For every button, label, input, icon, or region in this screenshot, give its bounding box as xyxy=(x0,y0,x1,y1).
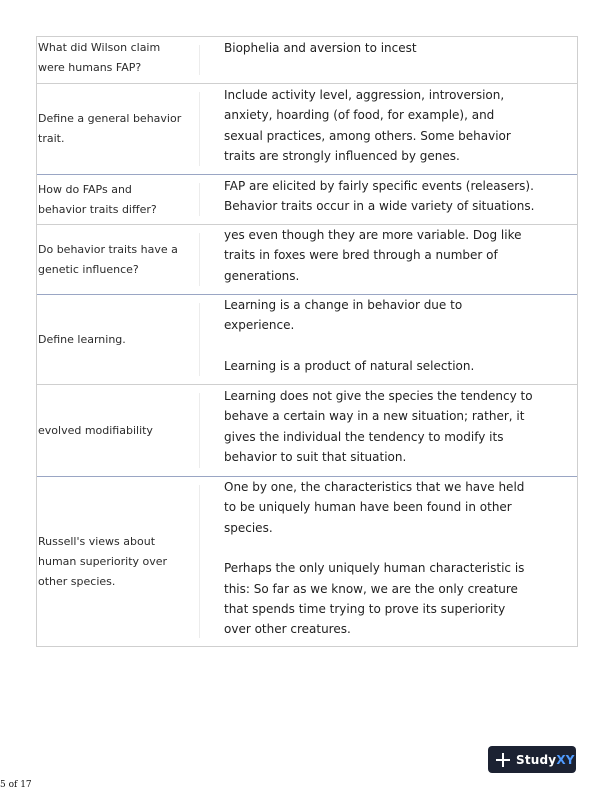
flashcard-definition xyxy=(200,175,577,224)
definition-text: One by one, the characteristics that we have held to be uniquely human have been found in other species. xyxy=(224,480,525,535)
term-text: Russell's views about human superiority over other species. xyxy=(38,534,168,588)
flashcard-term xyxy=(37,84,199,174)
flashcard-definition xyxy=(200,225,577,294)
logo-text-main: Study xyxy=(516,752,557,767)
term-text: What did Wilson claim were humans FAP? xyxy=(38,41,161,74)
flashcard-term xyxy=(37,477,199,646)
logo-text-accent: XY xyxy=(556,752,575,767)
flashcard-row xyxy=(37,83,577,174)
definition-text: Perhaps the only uniquely human characteristic is this: So far as we know, we are the only creature that spends time trying to prove its superiority over other creatures. xyxy=(224,561,525,637)
flashcard-term xyxy=(37,37,199,83)
logo-text xyxy=(516,753,575,767)
flashcard-term xyxy=(37,225,199,294)
term-text: Do behavior traits have a genetic influence? xyxy=(38,242,178,276)
term-text: evolved modifiability xyxy=(38,423,153,437)
flashcard-definition xyxy=(200,477,577,646)
flashcard-definition xyxy=(200,37,577,83)
flashcard-table xyxy=(36,36,578,647)
flashcard-row xyxy=(37,174,577,224)
plus-icon xyxy=(495,752,511,768)
definition-text: Learning is a product of natural selection. xyxy=(224,358,475,373)
term-text: Define learning. xyxy=(38,332,126,346)
flashcard-row xyxy=(37,384,577,476)
term-text: Define a general behavior trait. xyxy=(38,112,182,145)
flashcard-definition xyxy=(200,84,577,174)
definition-text: FAP are elicited by fairly specific events (releasers). Behavior traits occur in a wide variety of situations. xyxy=(224,179,535,214)
definition-text: Include activity level, aggression, introversion, anxiety, hoarding (of food, for example), and sexual practices, among others. Some behavior traits are strongly influenced by genes. xyxy=(224,88,511,164)
flashcard-term xyxy=(37,385,199,476)
term-text: How do FAPs and behavior traits differ? xyxy=(38,182,157,216)
definition-text: Learning is a change in behavior due to experience. xyxy=(224,298,463,333)
flashcard-term xyxy=(37,295,199,384)
flashcard-row xyxy=(37,36,577,83)
page-number: 5 of 17 xyxy=(0,780,32,790)
flashcard-definition xyxy=(200,295,577,384)
flashcard-term xyxy=(37,175,199,224)
definition-text: Learning does not give the species the tendency to behave a certain way in a new situation; rather, it gives the individual the tendency to modify its behavior to suit that situation. xyxy=(224,389,533,465)
flashcard-row xyxy=(37,476,577,647)
definition-text: yes even though they are more variable. Dog like traits in foxes were bred through a number of generations. xyxy=(224,228,522,283)
flashcard-row xyxy=(37,294,577,384)
flashcard-row xyxy=(37,224,577,294)
flashcard-definition xyxy=(200,385,577,476)
definition-text: Biophelia and aversion to incest xyxy=(224,41,417,55)
studyxy-logo[interactable] xyxy=(488,746,576,773)
